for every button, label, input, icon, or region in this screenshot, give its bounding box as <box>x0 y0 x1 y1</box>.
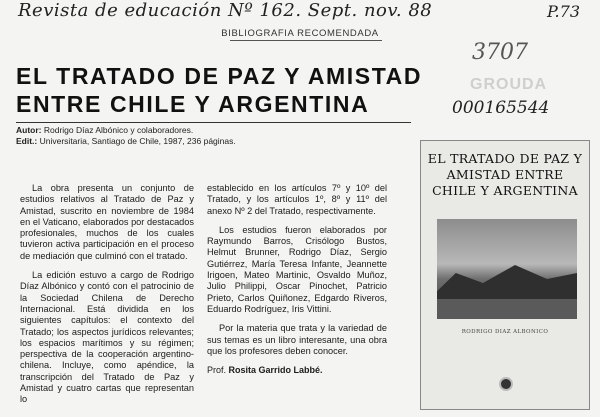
paragraph: Los estudios fueron elaborados por Raymundo Barros, Crisólogo Bustos, Helmut Brunner, Rodrigo Díaz, Sergio Gutiérrez, María Teresa Infante, Jeannette Irigoen, Mateo Martinic, Osvaldo Muñoz, Julio Philippi, Oscar Pinochet, Patricio Prieto, Carlos Quiñonez, Edgardo Riveros, Eduardo Rodríguez, Iris Vittini. <box>207 224 387 314</box>
section-label: BIBLIOGRAFIA RECOMENDADA <box>221 28 379 39</box>
handwritten-page-number: P.73 <box>547 2 580 21</box>
author-label: Autor: <box>16 125 42 135</box>
paragraph: Por la materia que trata y la variedad de sus temas es un libro interesante, una obra que los profesores deben conocer. <box>207 323 387 356</box>
handwritten-code: 3707 <box>472 40 528 65</box>
handwritten-header: Revista de educación Nº 162. Sept. nov. 88 <box>18 0 433 21</box>
credits <box>16 125 236 147</box>
section-divider <box>230 40 382 41</box>
book-title: EL TRATADO DE PAZ Y AMISTAD ENTRE CHILE Y ARGENTINA <box>427 151 583 198</box>
signature-prefix: Prof. <box>207 365 227 376</box>
paragraph: La obra presenta un conjunto de estudios relativos al Tratado de Paz y Amistad, suscrito en noviembre de 1984 en el Vaticano, elaborados por destacados profesionales, muchos de los cuales tuvieron activa participación en el proceso de mediación que culminó con el tratado. <box>20 183 194 261</box>
paragraph: La edición estuvo a cargo de Rodrigo Díaz Albónico y contó con el patrocinio de la Sociedad Chilena de Derecho Internacional. Está dividida en los siguientes capítulos: el contexto del Tratado; los aspectos jurídicos relevantes; los espacios marítimos y su régimen; perspectiva de la cooperación argentino-chilena. Incluye, como apéndice, la transcripción del Tratado de Paz y Amistad y cuatro cartas que representan lo <box>20 270 194 405</box>
signature-name: Rosita Garrido Labbé. <box>228 365 323 376</box>
text-column-1 <box>20 183 194 414</box>
book-author: RODRIGO DIAZ ALBONICO <box>461 329 549 335</box>
book-cover <box>420 140 590 410</box>
title-line-2: ENTRE CHILE Y ARGENTINA <box>16 91 370 117</box>
mountain-shape <box>437 261 577 301</box>
handwritten-catalog-number: 000165544 <box>452 98 550 118</box>
edition-label: Edit.: <box>16 136 38 146</box>
ghost-text: GROUDA <box>470 76 548 93</box>
book-cover-photo <box>437 219 577 319</box>
author-value: Rodrigo Díaz Albónico y colaboradores. <box>43 125 194 135</box>
paragraph: establecido en los artículos 7º y 10º del Tratado, y los artículos 1º, 8º y 11º del anexo Nº 2 del Tratado, respectivamente. <box>207 183 387 216</box>
publisher-seal-icon <box>499 377 513 391</box>
edition-value: Universitaria, Santiago de Chile, 1987, 236 páginas. <box>39 136 236 146</box>
article-title <box>16 62 436 118</box>
water-shape <box>437 299 577 319</box>
title-line-1: EL TRATADO DE PAZ Y AMISTAD <box>16 63 423 89</box>
text-column-2 <box>207 183 387 376</box>
signature <box>207 365 387 376</box>
edition-line <box>16 136 236 147</box>
title-divider <box>16 122 411 123</box>
author-line <box>16 125 236 136</box>
